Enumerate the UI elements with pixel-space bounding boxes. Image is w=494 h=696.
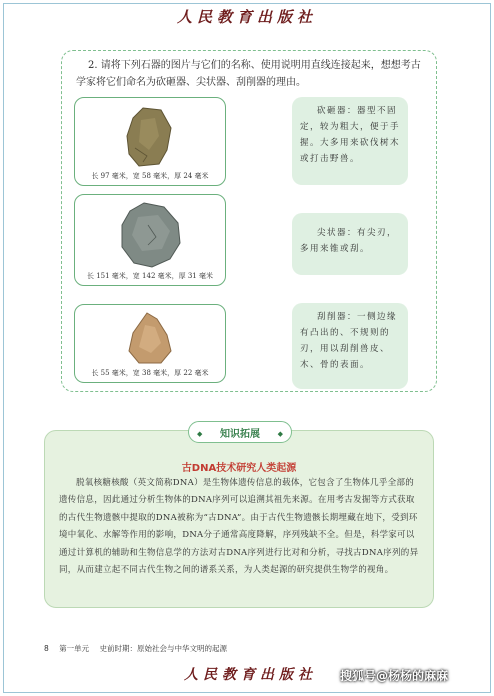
- stone-dims: 长 55 毫米，宽 38 毫米，厚 22 毫米: [91, 369, 209, 377]
- stone-card-2: [74, 194, 226, 286]
- knowledge-tag: [188, 421, 292, 443]
- knowledge-title: 古DNA技术研究人类起源: [181, 463, 297, 474]
- watermark: 搜狐号@杨杨的麻麻: [340, 669, 449, 683]
- knowledge-box: [44, 430, 434, 608]
- stone-image-chopper: [121, 106, 179, 168]
- stone-image-pointed-tool: [118, 201, 182, 269]
- section-label: 史前时期：原始社会与中华文明的起源: [99, 644, 228, 653]
- stone-dims: 长 97 毫米，宽 58 毫米，厚 24 毫米: [91, 172, 209, 180]
- publisher-footer: 人民教育出版社: [184, 667, 317, 683]
- knowledge-tag-label: 知识拓展: [220, 429, 260, 440]
- desc-scraper: 刮削器：一侧边缘有凸出的、不规则的刃，用以刮削兽皮、木、骨的表面。: [292, 303, 408, 389]
- page-number: 8: [44, 644, 49, 653]
- stone-card-1: [74, 97, 226, 186]
- page-footer: [44, 643, 235, 654]
- exercise-question: 2. 请将下列石器的图片与它们的名称、使用说明用直线连接起来，想想考古学家将它们命名为砍砸器、尖状器、刮削器的理由。: [76, 60, 421, 88]
- publisher-header: 人民教育出版社: [176, 8, 317, 26]
- exercise-box: [61, 50, 437, 392]
- leaf-icon: ◆: [197, 430, 203, 438]
- stone-card-3: [74, 304, 226, 383]
- stone-dims: 长 151 毫米，宽 142 毫米，厚 31 毫米: [87, 272, 213, 280]
- desc-chopper: 砍砸器：器型不固定，较为粗大，便于手握。大多用来砍伐树木或打击野兽。: [292, 97, 408, 185]
- unit-label: 第一单元: [59, 644, 90, 653]
- stone-image-scraper: [125, 311, 175, 365]
- desc-pointed-tool: 尖状器：有尖刃，多用来锥或刮。: [292, 213, 408, 275]
- knowledge-body: 脱氧核糖核酸（英文简称DNA）是生物体遗传信息的载体，它包含了生物体几乎全部的遗传信息，因此通过分析生物体的DNA序列可以追溯其祖先来源。在用考古发掘等方式获取的古代生物遗骸中提取的DNA被称为“古DNA”。由于古代生物遗骸长期埋藏在地下，受到环境中氧化、水解等作用的影响，DNA分子通常高度降解，序列残缺不全。但是，科学家可以通过计算机的辅助和生物信息学的方法对古DNA序列进行比对和分析，寻找古DNA序列的异同，从而建立起不同古代生物之间的谱系关系，为人类起源的研究提供生物学的视角。: [59, 478, 419, 576]
- leaf-icon: ◆: [277, 430, 283, 438]
